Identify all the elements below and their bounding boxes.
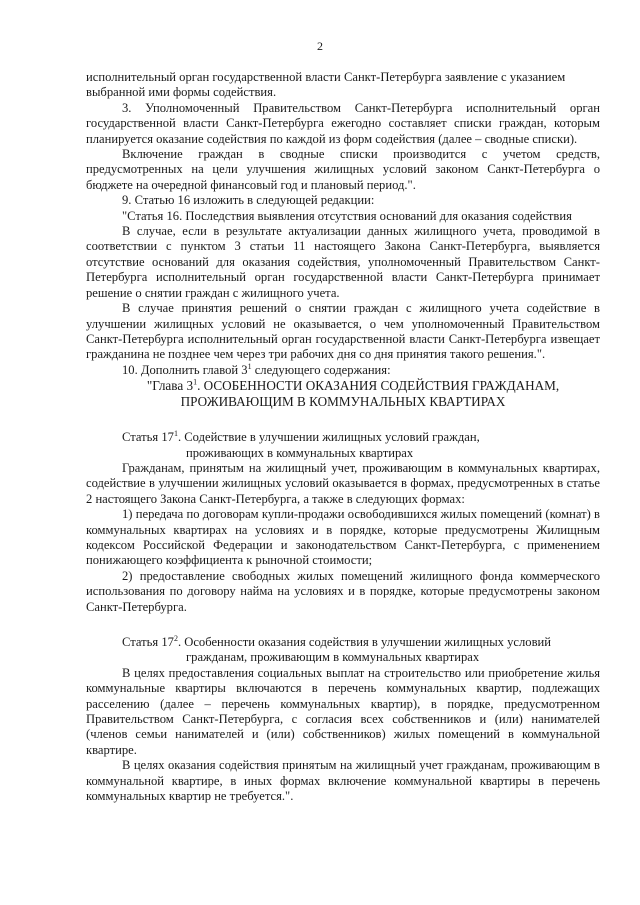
paragraph: В целях оказания содействия принятым на жилищный учет гражданам, проживающим в коммунальной квартире, в иных формах включение коммунальной квартиры в перечень коммунальных квартир не требуется.".	[86, 758, 600, 804]
chapter-title-line2: ПРОЖИВАЮЩИМ В КОММУНАЛЬНЫХ КВАРТИРАХ	[180, 394, 506, 410]
paragraph: 9. Статью 16 изложить в следующей редакции:	[122, 193, 375, 208]
article-17-1-heading: Статья $17^1$. Содействие в улучшении жилищных условий граждан, проживающих в коммунальных квартирах	[122, 428, 480, 460]
page-number: 2	[317, 39, 323, 53]
paragraph: В целях предоставления социальных выплат на строительство или приобретение жилья коммунальные квартиры включаются в перечень коммунальных квартир, подлежащих расселению (далее – перечень коммунальных квартир), в порядке, предусмотренном Правительством Санкт-Петербурга, с согласия всех собственников и (или) нанимателей (членов семьи нанимателей и (или) собственников) жилых помещений в коммунальной квартире.	[86, 665, 600, 757]
chapter-title: "Глава $3^1$. ОСОБЕННОСТИ ОКАЗАНИЯ СОДЕЙСТВИЯ ГРАЖДАНАМ,	[146, 377, 560, 394]
article-16-heading: "Статья 16. Последствия выявления отсутствия оснований для оказания содействия	[122, 208, 572, 223]
list-item: 1) передача по договорам купли-продажи освободившихся жилых помещений (комнат) в коммунальных квартирах на условиях и в порядке, которые предусмотрены Жилищным кодексом Российской Федерации и законодательством Санкт-Петербурга, с применением понижающего коэффициента к рыночной стоимости;	[86, 507, 600, 568]
paragraph: В случае, если в результате актуализации данных жилищного учета, проводимой в соответствии с пунктом 3 статьи 11 настоящего Закона Санкт-Петербурга, выявляется отсутствие оснований для оказания содействия, уполномоченный Правительством Санкт-Петербурга исполнительный орган государственной власти Санкт-Петербурга принимает решение о снятии граждан с жилищного учета.	[86, 224, 600, 300]
list-item: 2) предоставление свободных жилых помещений жилищного фонда коммерческого использования по договору найма на условиях и в порядке, которые предусмотрены законом Санкт-Петербурга.	[86, 568, 600, 614]
article-17-2-heading: Статья $17^2$. Особенности оказания содействия в улучшении жилищных условий гражданам, проживающим в коммунальных квартирах	[122, 633, 552, 665]
paragraph: 10. Дополнить главой $3^1$ следующего содержания:	[122, 361, 391, 377]
paragraph: Включение граждан в сводные списки производится с учетом средств, предусмотренных на цели улучшения жилищных условий законом Санкт-Петербурга о бюджете на очередной финансовый год и плановый период.".	[86, 147, 600, 192]
document-body	[86, 70, 600, 804]
paragraph: 3. Уполномоченный Правительством Санкт-Петербурга исполнительный орган государственной власти Санкт-Петербурга ежегодно составляет списки граждан, которым планируется оказание содействия по каждой из форм содействия (далее – сводные списки).	[86, 100, 600, 146]
paragraph: В случае принятия решений о снятии граждан с жилищного учета содействие в улучшении жилищных условий не оказывается, о чем уполномоченный Правительством Санкт-Петербурга исполнительный орган государственной власти Санкт-Петербурга извещает гражданина не позднее чем через три рабочих дня со дня принятия такого решения.".	[86, 301, 600, 362]
paragraph: исполнительный орган государственной власти Санкт-Петербурга заявление с указанием выбранной ими формы содействия.	[86, 70, 566, 100]
paragraph: Гражданам, принятым на жилищный учет, проживающим в коммунальных квартирах, содействие в улучшении жилищных условий оказывается в формах, предусмотренных в статье 2 настоящего Закона Санкт-Петербурга, а также в следующих формах:	[86, 460, 600, 506]
